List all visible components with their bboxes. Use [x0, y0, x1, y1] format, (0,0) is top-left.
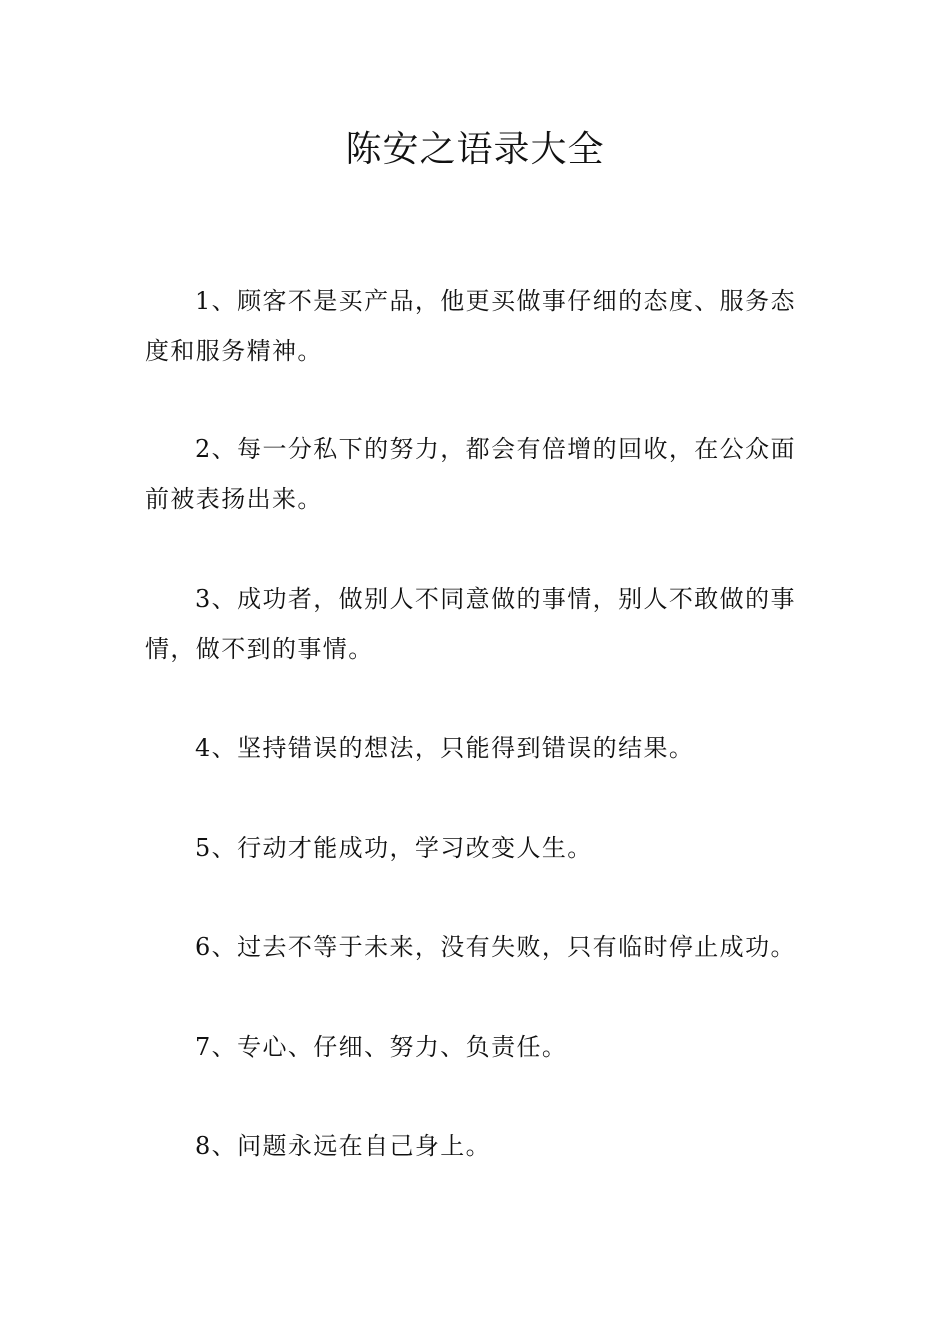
quote-paragraph-1: 1、顾客不是买产品，他更买做事仔细的态度、服务态度和服务精神。	[145, 287, 796, 365]
quote-paragraph-4: 4、坚持错误的想法，只能得到错误的结果。	[195, 734, 695, 762]
quote-paragraph-8: 8、问题永远在自己身上。	[195, 1132, 492, 1160]
quote-paragraph-3: 3、成功者，做别人不同意做的事情，别人不敢做的事情，做不到的事情。	[145, 585, 796, 663]
quote-paragraph-5: 5、行动才能成功，学习改变人生。	[195, 834, 593, 862]
quote-paragraph-6: 6、过去不等于未来，没有失败，只有临时停止成功。	[195, 933, 796, 961]
page-title: 陈安之语录大全	[345, 129, 605, 170]
quote-paragraph-2: 2、每一分私下的努力，都会有倍增的回收，在公众面前被表扬出来。	[145, 435, 796, 513]
quote-paragraph-7: 7、专心、仔细、努力、负责任。	[195, 1033, 568, 1061]
